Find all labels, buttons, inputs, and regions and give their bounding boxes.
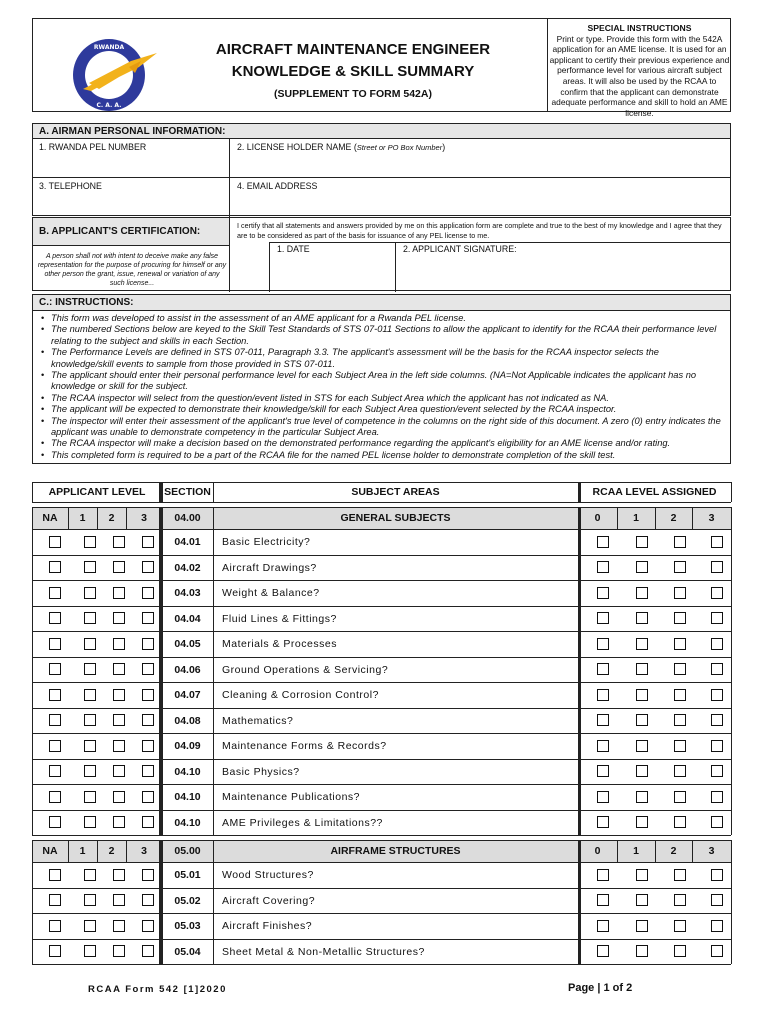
rcaa-level-checkbox[interactable] [711, 689, 723, 701]
table-rule [213, 507, 214, 835]
section-header: SECTION [164, 486, 211, 498]
applicant-level-checkbox[interactable] [84, 791, 96, 803]
rcaa-level-2: 2 [670, 512, 677, 524]
applicant-level-checkbox[interactable] [49, 765, 61, 777]
table-rule [32, 708, 731, 709]
table-rule [32, 657, 731, 658]
table-rule [32, 733, 731, 734]
rcaa-level-checkbox[interactable] [711, 612, 723, 624]
applicant-level-checkbox[interactable] [113, 791, 125, 803]
applicant-level-2: 2 [108, 845, 115, 857]
applicant-level-checkbox[interactable] [84, 689, 96, 701]
row-section-number: 04.10 [174, 816, 201, 829]
applicant-level-checkbox[interactable] [49, 869, 61, 881]
form-id: RCAA Form 542 [1]2020 [88, 984, 227, 995]
table-rule [32, 759, 731, 760]
table-rule [578, 840, 581, 964]
logo-top-text: RWANDA [93, 44, 125, 51]
subject-area: Materials & Processes [222, 638, 337, 650]
rcaa-level-3: 3 [708, 512, 715, 524]
table-rule [126, 840, 127, 862]
table-rule [692, 840, 693, 862]
applicant-level-checkbox[interactable] [84, 920, 96, 932]
applicant-level-checkbox[interactable] [84, 816, 96, 828]
row-section-number: 04.10 [174, 765, 201, 778]
row-section-number: 04.01 [174, 536, 201, 548]
instruction-item: • The Performance Levels are defined in STS 07-011, Paragraph 3.3. The applicant's assessment will be the basis for the RCAA inspector selects the knowledge/skill events to sample from those provided in STS 07-011. [39, 347, 724, 370]
table-rule [32, 784, 731, 785]
applicant-level-checkbox[interactable] [49, 587, 61, 599]
rcaa-level-checkbox[interactable] [636, 894, 648, 906]
table-rule [32, 840, 731, 841]
rcaa-level-checkbox[interactable] [674, 663, 686, 675]
applicant-level-checkbox[interactable] [113, 612, 125, 624]
applicant-level-checkbox[interactable] [142, 894, 154, 906]
rcaa-level-checkbox[interactable] [711, 536, 723, 548]
instruction-item: • The applicant will be expected to demonstrate their knowledge/skill for each Subject Area question/event selected by the RCAA inspector. [39, 404, 724, 415]
table-rule [68, 840, 69, 862]
table-rule [32, 606, 731, 607]
rcaa-level-checkbox[interactable] [674, 816, 686, 828]
rcaa-level-checkbox[interactable] [711, 587, 723, 599]
applicant-level-checkbox[interactable] [142, 561, 154, 573]
applicant-level-checkbox[interactable] [84, 638, 96, 650]
rcaa-level-checkbox[interactable] [674, 689, 686, 701]
subject-area: Ground Operations & Servicing? [222, 663, 389, 676]
row-section-number: 05.03 [174, 920, 201, 932]
applicant-level-checkbox[interactable] [49, 689, 61, 701]
section-c-heading: C.: INSTRUCTIONS: [33, 295, 730, 311]
applicant-level-checkbox[interactable] [113, 920, 125, 932]
special-instructions-title: SPECIAL INSTRUCTIONS [587, 23, 692, 33]
rcaa-level-checkbox[interactable] [636, 765, 648, 777]
rcaa-level-checkbox[interactable] [636, 612, 648, 624]
applicant-level-checkbox[interactable] [113, 638, 125, 650]
rcaa-level-checkbox[interactable] [597, 612, 609, 624]
table-rule [32, 580, 731, 581]
applicant-level-checkbox[interactable] [113, 945, 125, 957]
applicant-level-checkbox[interactable] [84, 869, 96, 881]
applicant-level-checkbox[interactable] [49, 894, 61, 906]
table-rule [32, 682, 731, 683]
rcaa-level-3: 3 [708, 845, 715, 857]
table-rule [32, 482, 731, 483]
table-rule [126, 507, 127, 529]
form-subtitle: (SUPPLEMENT TO FORM 542A) [274, 88, 432, 100]
pel-number-field[interactable]: 1. RWANDA PEL NUMBER [39, 142, 147, 152]
applicant-level-checkbox[interactable] [142, 816, 154, 828]
applicant-level-checkbox[interactable] [142, 791, 154, 803]
row-section-number: 04.03 [174, 587, 201, 599]
rcaa-level-checkbox[interactable] [674, 587, 686, 599]
rcaa-level-checkbox[interactable] [711, 920, 723, 932]
rcaa-level-checkbox[interactable] [711, 869, 723, 881]
subject-area: Fluid Lines & Fittings? [222, 612, 337, 625]
rcaa-level-checkbox[interactable] [674, 561, 686, 573]
instruction-item: • The RCAA inspector will select from the question/event listed in STS for each Subject Area which the applicant has not indicated as NA. [39, 393, 724, 404]
table-rule [32, 939, 731, 940]
rcaa-level-checkbox[interactable] [674, 638, 686, 650]
rcaa-level-1: 1 [633, 512, 639, 524]
instruction-item: • The RCAA inspector will make a decision based on the demonstrated performance regarding the applicant's eligibility for an AME license and/or rating. [39, 438, 724, 449]
special-instructions-text: Print or type. Provide this form with the 542A application for an AME license. It is used for an applicant to certify their previous experience and performance level for various aircraft subject areas. It will also be used by the RCAA to confirm that the applicant can demonstrate adequate performance and skill to hold an AME license. [549, 33, 730, 118]
applicant-level-checkbox[interactable] [49, 663, 61, 675]
title-line-2: KNOWLEDGE & SKILL SUMMARY [231, 63, 475, 80]
subject-area: Weight & Balance? [222, 587, 320, 599]
table-rule [731, 840, 732, 964]
applicant-level-checkbox[interactable] [84, 561, 96, 573]
table-rule [617, 840, 618, 862]
applicant-level-3: 3 [141, 512, 147, 524]
row-section-number: 05.04 [174, 945, 201, 958]
table-rule [162, 840, 163, 964]
rcaa-level-0: 0 [594, 845, 601, 857]
applicant-level-checkbox[interactable] [84, 740, 96, 752]
instruction-item: • The inspector will enter their assessment of the applicant's true level of competence in the columns on the right side of this document. A zero (0) entry indicates the applicant was unable to demonstrate competency in the particular Subject Area. [39, 416, 724, 439]
table-rule [213, 840, 214, 964]
applicant-level-checkbox[interactable] [49, 561, 61, 573]
table-rule [32, 555, 731, 556]
applicant-level-checkbox[interactable] [84, 894, 96, 906]
applicant-level-checkbox[interactable] [84, 587, 96, 599]
applicant-level-checkbox[interactable] [113, 816, 125, 828]
row-section-number: 04.05 [174, 638, 201, 650]
rcaa-level-checkbox[interactable] [597, 791, 609, 803]
email-field[interactable]: 4. EMAIL ADDRESS [237, 181, 318, 191]
rcaa-level-checkbox[interactable] [597, 920, 609, 932]
applicant-level-checkbox[interactable] [84, 663, 96, 675]
rcaa-level-checkbox[interactable] [636, 869, 648, 881]
applicant-level-3: 3 [141, 845, 147, 857]
applicant-level-checkbox[interactable] [142, 714, 154, 726]
rcaa-level-checkbox[interactable] [711, 791, 723, 803]
section-a-heading: A. AIRMAN PERSONAL INFORMATION: [32, 123, 731, 139]
applicant-level-checkbox[interactable] [113, 714, 125, 726]
group-section-number: 04.00 [174, 512, 201, 524]
rcaa-level-checkbox[interactable] [674, 612, 686, 624]
applicant-level-checkbox[interactable] [49, 536, 61, 548]
instruction-item: • The numbered Sections below are keyed to the Skill Test Standards of STS 07-011 Sections to allow the applicant to identify for the RCAA their performance level relating to the subject and skills in each Section. [39, 324, 724, 347]
rcaa-level-checkbox[interactable] [597, 894, 609, 906]
table-rule [655, 507, 656, 529]
table-rule [162, 507, 163, 835]
table-rule [32, 810, 731, 811]
rcaa-level-checkbox[interactable] [711, 663, 723, 675]
rcaa-level-checkbox[interactable] [636, 638, 648, 650]
instruction-item: • This completed form is required to be a part of the RCAA file for the named PEL license holder to demonstrate completion of the skill test. [39, 450, 724, 461]
applicant-level-checkbox[interactable] [84, 945, 96, 957]
subject-area: Aircraft Drawings? [222, 561, 317, 574]
rcaa-level-checkbox[interactable] [597, 536, 609, 548]
table-rule [159, 840, 162, 964]
rcaa-level-checkbox[interactable] [711, 561, 723, 573]
table-rule [32, 631, 731, 632]
rcaa-level-checkbox[interactable] [636, 561, 648, 573]
rcaa-level-header: RCAA LEVEL ASSIGNED [592, 486, 717, 498]
subject-areas-header: SUBJECT AREAS [351, 486, 440, 498]
false-representation-warning: A person shall not with intent to deceive make any false representation for the purpose of procuring for himself or any other person the grant, issue, renewal or variation of any such license... [37, 253, 227, 287]
rcaa-level-checkbox[interactable] [597, 816, 609, 828]
rcaa-level-checkbox[interactable] [636, 663, 648, 675]
rcaa-level-checkbox[interactable] [597, 945, 609, 957]
applicant-level-0: NA [42, 845, 58, 857]
subject-area: Maintenance Publications? [222, 791, 360, 803]
row-section-number: 04.04 [174, 612, 201, 625]
row-section-number: 04.08 [174, 714, 201, 727]
row-section-number: 04.09 [174, 740, 201, 752]
logo-bottom-text: C. A. A. [96, 102, 122, 109]
applicant-level-checkbox[interactable] [49, 638, 61, 650]
rcaa-level-checkbox[interactable] [597, 765, 609, 777]
table-rule [32, 507, 731, 508]
row-section-number: 04.10 [174, 791, 201, 803]
applicant-level-header: APPLICANT LEVEL [48, 486, 146, 498]
applicant-level-checkbox[interactable] [49, 612, 61, 624]
date-field[interactable]: 1. DATE [277, 244, 310, 254]
subject-area: Mathematics? [222, 714, 294, 727]
license-holder-label-end: ) [442, 142, 446, 152]
applicant-level-checkbox[interactable] [84, 612, 96, 624]
row-section-number: 05.02 [174, 894, 201, 907]
rcaa-level-checkbox[interactable] [674, 765, 686, 777]
row-section-number: 04.06 [174, 663, 201, 676]
rcaa-level-checkbox[interactable] [674, 869, 686, 881]
rcaa-level-checkbox[interactable] [674, 920, 686, 932]
rcaa-level-1: 1 [633, 845, 639, 857]
table-rule [32, 502, 731, 503]
subject-area: Maintenance Forms & Records? [222, 740, 387, 752]
rcaa-level-checkbox[interactable] [711, 714, 723, 726]
rcaa-level-checkbox[interactable] [711, 816, 723, 828]
signature-field[interactable]: 2. APPLICANT SIGNATURE: [403, 244, 517, 254]
rcaa-level-checkbox[interactable] [636, 587, 648, 599]
table-rule [159, 507, 162, 835]
applicant-level-checkbox[interactable] [84, 714, 96, 726]
applicant-level-2: 2 [108, 512, 115, 524]
applicant-level-checkbox[interactable] [113, 894, 125, 906]
rcaa-level-checkbox[interactable] [674, 714, 686, 726]
rcaa-level-checkbox[interactable] [711, 945, 723, 957]
applicant-level-checkbox[interactable] [113, 561, 125, 573]
page-number: Page | 1 of 2 [568, 982, 633, 994]
rcaa-level-checkbox[interactable] [636, 816, 648, 828]
subject-area: AME Privileges & Limitations?? [222, 816, 383, 829]
applicant-level-checkbox[interactable] [142, 663, 154, 675]
rcaa-level-2: 2 [670, 845, 677, 857]
applicant-level-checkbox[interactable] [142, 920, 154, 932]
applicant-level-checkbox[interactable] [49, 945, 61, 957]
subject-area: Sheet Metal & Non-Metallic Structures? [222, 945, 425, 958]
license-holder-hint: Street or PO Box Number [356, 143, 443, 152]
instruction-item: • The applicant should enter their personal performance level for each Subject Area in the left side columns. (NA=Not Applicable indicates the applicant has no knowledge or skill for the subject. [39, 370, 724, 393]
applicant-level-checkbox[interactable] [49, 740, 61, 752]
applicant-level-checkbox[interactable] [113, 663, 125, 675]
applicant-level-checkbox[interactable] [49, 920, 61, 932]
rcaa-level-checkbox[interactable] [636, 714, 648, 726]
license-holder-label: 2. LICENSE HOLDER NAME ( [237, 142, 357, 152]
rcaa-level-checkbox[interactable] [674, 945, 686, 957]
subject-area: Basic Electricity? [222, 536, 311, 548]
applicant-level-checkbox[interactable] [142, 869, 154, 881]
group-section-number: 05.00 [174, 845, 201, 857]
table-rule [68, 507, 69, 529]
applicant-level-checkbox[interactable] [142, 638, 154, 650]
group-title: GENERAL SUBJECTS [340, 512, 451, 524]
subject-area: Basic Physics? [222, 765, 300, 778]
applicant-level-0: NA [42, 512, 58, 524]
row-section-number: 04.07 [174, 689, 201, 701]
applicant-level-checkbox[interactable] [113, 689, 125, 701]
applicant-level-checkbox[interactable] [142, 612, 154, 624]
applicant-level-checkbox[interactable] [142, 689, 154, 701]
table-rule [32, 840, 33, 964]
table-rule [731, 507, 732, 835]
row-section-number: 04.02 [174, 561, 201, 574]
rcaa-level-checkbox[interactable] [636, 920, 648, 932]
rcaa-level-checkbox[interactable] [636, 536, 648, 548]
table-rule [97, 840, 98, 862]
applicant-level-1: 1 [79, 845, 86, 857]
table-rule [692, 507, 693, 529]
rcaa-level-checkbox[interactable] [597, 714, 609, 726]
applicant-level-checkbox[interactable] [113, 536, 125, 548]
certification-statement: I certify that all statements and answers provided by me on this application form are complete and true to the best of my knowledge and I agree that they are to be considered as part of the basis for issuance of any PEL license to me. [237, 221, 722, 240]
applicant-level-checkbox[interactable] [49, 714, 61, 726]
applicant-level-checkbox[interactable] [113, 587, 125, 599]
table-rule [731, 482, 732, 502]
table-rule [32, 507, 33, 835]
rcaa-level-checkbox[interactable] [674, 740, 686, 752]
applicant-level-checkbox[interactable] [142, 945, 154, 957]
subject-area: Aircraft Covering? [222, 894, 316, 907]
table-rule [32, 862, 731, 863]
applicant-level-1: 1 [79, 512, 86, 524]
applicant-level-checkbox[interactable] [113, 740, 125, 752]
table-rule [32, 913, 731, 914]
rcaa-level-checkbox[interactable] [597, 663, 609, 675]
table-rule [578, 507, 581, 835]
rcaa-level-checkbox[interactable] [636, 689, 648, 701]
rcaa-level-checkbox[interactable] [597, 740, 609, 752]
applicant-level-checkbox[interactable] [49, 791, 61, 803]
rcaa-level-checkbox[interactable] [711, 894, 723, 906]
subject-area: Cleaning & Corrosion Control? [222, 689, 379, 701]
table-rule [655, 840, 656, 862]
applicant-level-checkbox[interactable] [142, 765, 154, 777]
rcaa-level-checkbox[interactable] [636, 740, 648, 752]
row-section-number: 05.01 [174, 869, 201, 881]
applicant-level-checkbox[interactable] [142, 587, 154, 599]
table-rule [32, 964, 731, 965]
applicant-level-checkbox[interactable] [84, 765, 96, 777]
group-title: AIRFRAME STRUCTURES [330, 845, 461, 857]
table-rule [32, 529, 731, 530]
instruction-item: • This form was developed to assist in the assessment of an AME applicant for a Rwanda PEL license. [39, 313, 724, 324]
rcaa-level-checkbox[interactable] [597, 869, 609, 881]
rcaa-level-checkbox[interactable] [711, 638, 723, 650]
subject-area: Aircraft Finishes? [222, 920, 313, 932]
section-b-heading: B. APPLICANT'S CERTIFICATION: [33, 218, 229, 246]
title-line-1: AIRCRAFT MAINTENANCE ENGINEER [215, 41, 491, 58]
rcaa-level-checkbox[interactable] [636, 791, 648, 803]
applicant-level-checkbox[interactable] [84, 536, 96, 548]
applicant-level-checkbox[interactable] [113, 869, 125, 881]
rcaa-level-checkbox[interactable] [674, 791, 686, 803]
applicant-level-checkbox[interactable] [142, 536, 154, 548]
applicant-level-checkbox[interactable] [113, 765, 125, 777]
rcaa-level-checkbox[interactable] [636, 945, 648, 957]
rcaa-level-checkbox[interactable] [597, 561, 609, 573]
rcaa-level-checkbox[interactable] [597, 689, 609, 701]
table-rule [32, 888, 731, 889]
telephone-field[interactable]: 3. TELEPHONE [39, 181, 102, 191]
rcaa-level-checkbox[interactable] [711, 740, 723, 752]
rcaa-level-checkbox[interactable] [597, 587, 609, 599]
table-rule [617, 507, 618, 529]
rcaa-level-checkbox[interactable] [711, 765, 723, 777]
rcaa-level-checkbox[interactable] [674, 536, 686, 548]
subject-area: Wood Structures? [222, 869, 314, 881]
applicant-level-checkbox[interactable] [49, 816, 61, 828]
rcaa-level-checkbox[interactable] [674, 894, 686, 906]
table-rule [97, 507, 98, 529]
applicant-level-checkbox[interactable] [142, 740, 154, 752]
table-rule [32, 835, 731, 836]
rcaa-level-checkbox[interactable] [597, 638, 609, 650]
rcaa-level-0: 0 [594, 512, 601, 524]
